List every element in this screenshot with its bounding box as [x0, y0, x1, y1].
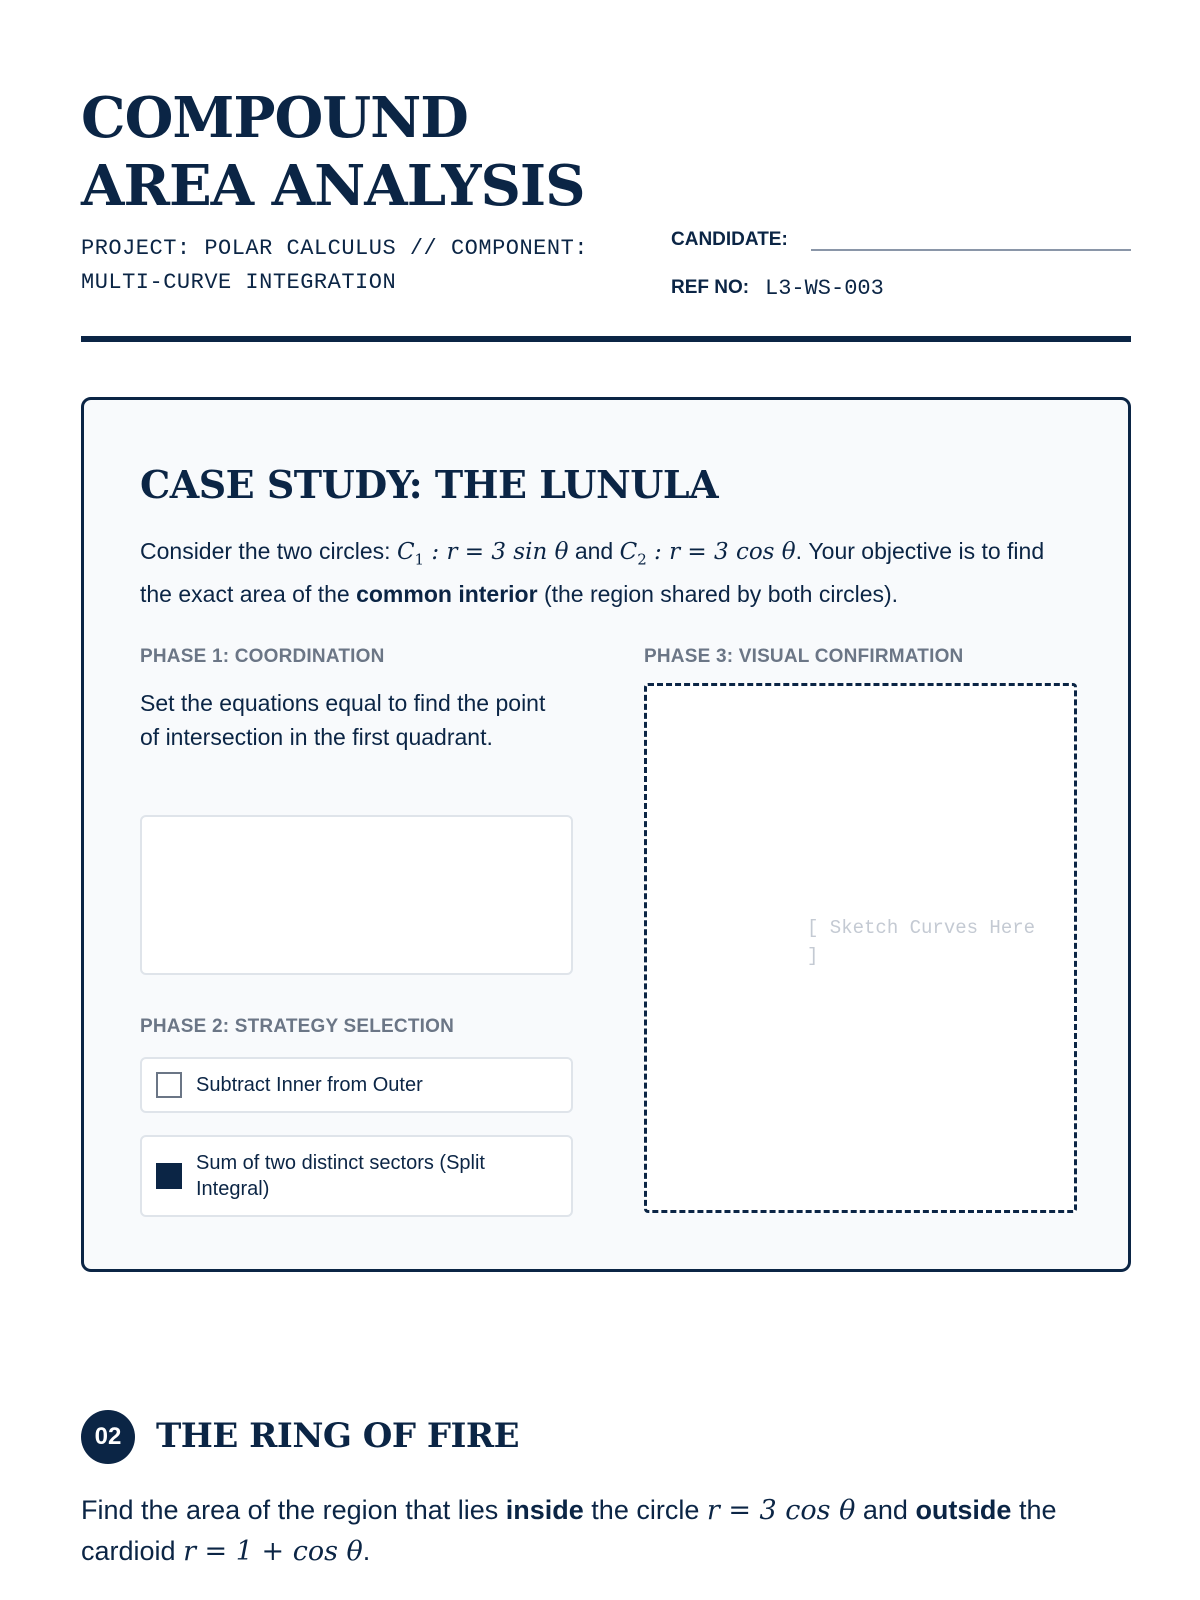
section-number-badge: 02 [81, 1410, 135, 1464]
checked-checkbox-icon[interactable] [156, 1163, 182, 1189]
ref-label: REF NO: [671, 277, 750, 298]
case-study-title: CASE STUDY: THE LUNULA [140, 462, 719, 507]
desc-text: . [362, 1536, 371, 1566]
option-label: Subtract Inner from Outer [196, 1074, 423, 1096]
desc-text: Find the area of the region that lies [81, 1495, 506, 1525]
circle-equation: r = 3 cos θ [706, 1495, 856, 1526]
ref-value: L3-WS-003 [765, 275, 884, 301]
worksheet-header [81, 84, 1131, 301]
candidate-row [671, 216, 1131, 264]
phase3-label: PHASE 3: VISUAL CONFIRMATION [644, 646, 964, 667]
phase1-label: PHASE 1: COORDINATION [140, 646, 385, 667]
desc-bold: inside [505, 1495, 584, 1525]
ref-row [671, 264, 1131, 312]
c2-equation [619, 539, 796, 569]
c2-eq: : r = 3 cos θ [646, 539, 796, 565]
strategy-option-split-integral[interactable] [140, 1135, 573, 1217]
section-title: THE RING OF FIRE [156, 1416, 520, 1456]
phase2-label: PHASE 2: STRATEGY SELECTION [140, 1016, 455, 1037]
candidate-meta [671, 216, 1131, 312]
section-description [81, 1490, 1131, 1572]
option-label: Sum of two distinct sectors (Split Integral) [196, 1152, 485, 1200]
desc-text: (the region shared by both circles). [537, 580, 899, 607]
desc-text: the cardioid [81, 1495, 1057, 1566]
desc-text: the circle [583, 1495, 707, 1525]
cardioid-equation: r = 1 + cos θ [183, 1536, 363, 1567]
case-study-card [81, 397, 1131, 1272]
header-divider [81, 336, 1131, 342]
candidate-name-field[interactable] [811, 249, 1131, 251]
c2-subscript: 2 [637, 550, 647, 569]
desc-bold: outside [915, 1495, 1012, 1525]
c1-subscript: 1 [414, 550, 425, 569]
desc-text: and [855, 1495, 916, 1525]
c2-name: C [619, 539, 638, 565]
case-study-description [140, 534, 1080, 611]
sketch-area[interactable] [644, 683, 1077, 1213]
desc-text: . Your objective is to find the exact area of the [140, 538, 1045, 607]
worksheet-title: COMPOUND AREA ANALYSIS [81, 85, 585, 219]
phase1-answer-box[interactable] [140, 815, 573, 975]
strategy-option-subtract[interactable] [140, 1057, 573, 1113]
desc-bold: common interior [356, 580, 538, 607]
checkbox-icon[interactable] [156, 1072, 182, 1098]
candidate-label: CANDIDATE: [671, 229, 788, 250]
phase1-instructions: Set the equations equal to find the point of intersection in the first quadrant. [140, 690, 546, 750]
c1-name: C [396, 539, 415, 565]
sketch-hint: [ Sketch Curves Here ] [807, 917, 1036, 967]
c1-eq: : r = 3 sin θ [424, 539, 569, 565]
project-line: PROJECT: POLAR CALCULUS // COMPONENT: MULTI-CURVE INTEGRATION [81, 236, 588, 295]
desc-and: and [568, 538, 620, 564]
c1-equation [396, 539, 569, 569]
desc-text: Consider the two circles: [140, 538, 397, 564]
